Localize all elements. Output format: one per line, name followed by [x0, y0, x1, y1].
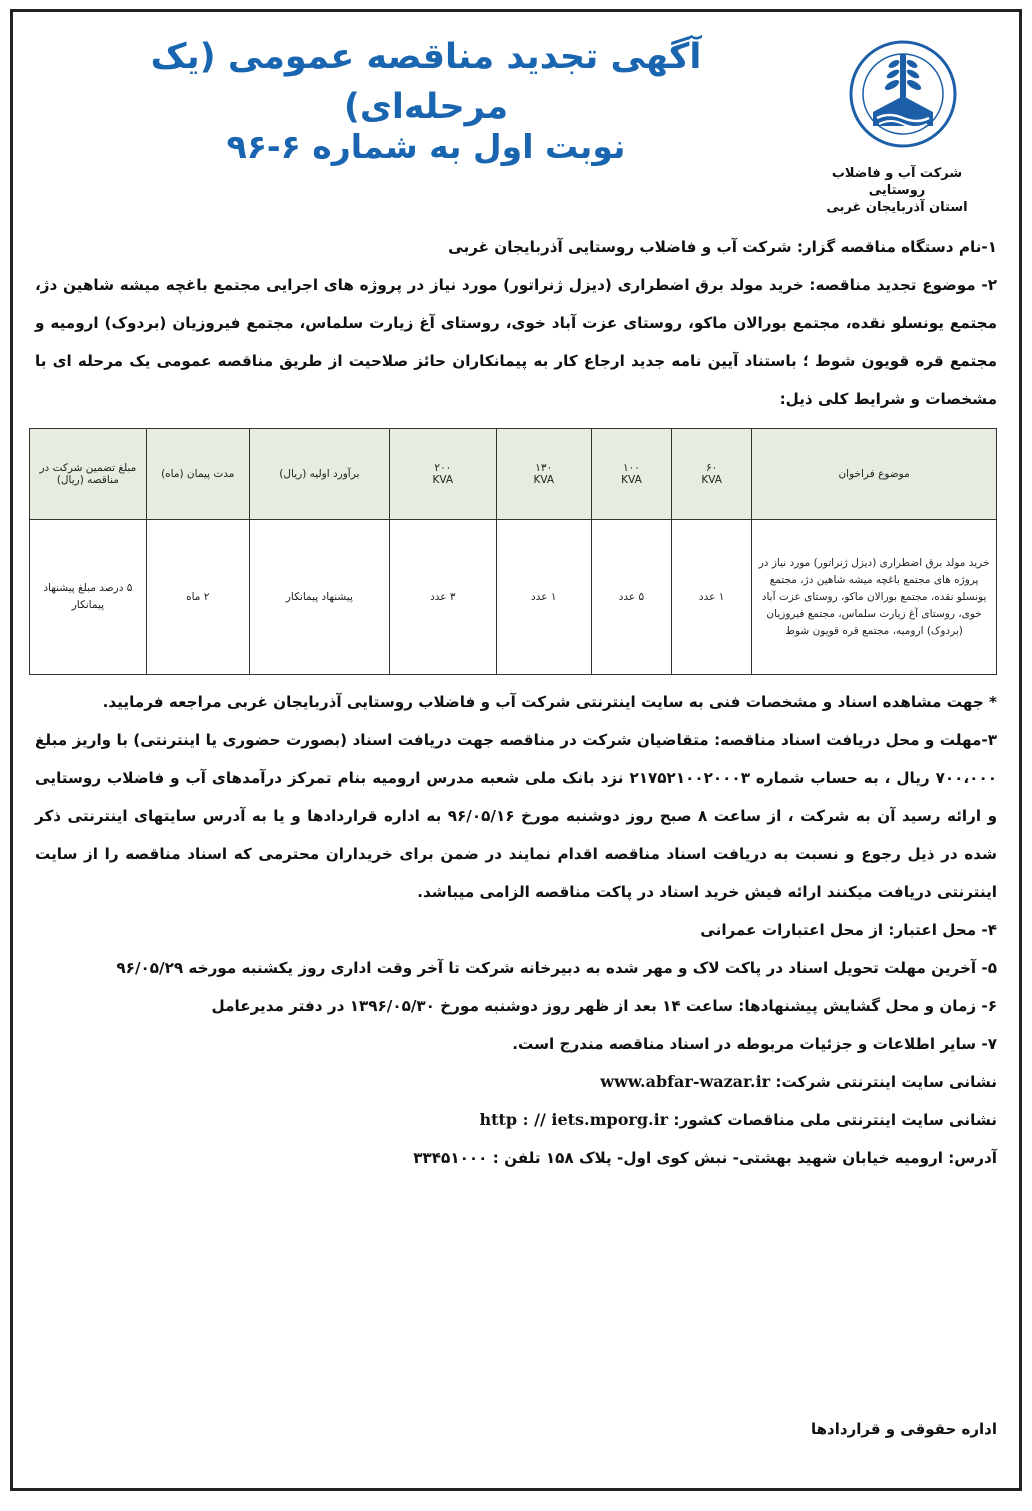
section-3: ۳-مهلت و محل دریافت اسناد مناقصه: متقاضیان شرکت در مناقصه جهت دریافت اسناد (بصورت حضوری یا اینترنتی) با واریز مبلغ ۷۰۰،۰۰۰ ریال ، به حساب شماره ۲۱۷۵۲۱۰۰۲۰۰۰۳ نزد بانک ملی شعبه مدرس ارومیه بنام تمرکز درآمدهای آب و فاضلاب روستایی و ارائه رسید آن به شرکت ، از ساعت ۸ صبح روز دوشنبه مورخ ۹۶/۰۵/۱۶ به اداره قراردادها و یا به آدرس سایتهای اینترنتی ذکر شده در ذیل رجوع و نسبت به دریافت اسناد مناقصه اقدام نمایند در ضمن برای خریداران محترمی که اسناد مناقصه را از سایت اینترنتی دریافت میکنند ارائه فیش خرید اسناد در پاکت مناقصه الزامی میباشد.	[35, 731, 998, 901]
website-note: * جهت مشاهده اسناد و مشخصات فنی به سایت اینترنتی شرکت آب و فاضلاب روستایی آذربایجان غربی مراجعه فرمایید.	[102, 693, 997, 711]
section-5: ۵- آخرین مهلت تحویل اسناد در پاکت لاک و مهر شده به دبیرخانه شرکت تا آخر وقت اداری روز یکشنبه مورخه ۹۶/۰۵/۲۹	[116, 959, 997, 977]
company-website-link[interactable]: www.abfar-wazar.ir	[600, 1072, 771, 1091]
signature: اداره حقوقی و قراردادها	[811, 1420, 997, 1438]
notice-title: آگهی تجدید مناقصه عمومی (یک مرحله‌ای)	[150, 37, 702, 127]
header	[13, 12, 1019, 215]
organization-name	[807, 165, 987, 216]
td-guarantee: ۵ درصد مبلغ پیشنهاد پیمانکار	[30, 520, 147, 675]
kva100-number: ۱۰۰	[623, 462, 640, 474]
th-kva100	[591, 429, 671, 520]
th-subject: موضوع فراخوان	[752, 429, 997, 520]
national-website-line	[35, 1101, 997, 1139]
org-name-line2: استان آذربایجان غربی	[826, 200, 968, 215]
national-website-label: نشانی سایت اینترنتی ملی مناقصات کشور:	[673, 1111, 997, 1129]
notice-body	[35, 228, 997, 1177]
td-kva100: ۵ عدد	[591, 520, 671, 675]
tender-table	[29, 428, 997, 675]
kva130-number: ۱۳۰	[535, 462, 553, 474]
td-subject: خرید مولد برق اضطراری (دیزل ژنراتور) مورد نیاز در پروژه های مجتمع باغچه میشه شاهین دژ، مجتمع یونسلو نقده، مجتمع بورالان ماکو، روستای عزت آباد خوی، روستای آغ زیارت سلماس، مجتمع فیروزیان (بردوک) ارومیه، مجتمع قره قویون شوط	[752, 520, 997, 675]
td-kva130: ۱ عدد	[496, 520, 591, 675]
td-duration: ۲ ماه	[146, 520, 249, 675]
address-line: آدرس: ارومیه خیابان شهید بهشتی- نبش کوی اول- پلاک ۱۵۸ تلفن : ۳۳۴۵۱۰۰۰	[413, 1149, 997, 1167]
th-kva200	[390, 429, 497, 520]
th-estimate: برآورد اولیه (ریال)	[249, 429, 389, 520]
td-kva60: ۱ عدد	[672, 520, 752, 675]
kva200-number: ۲۰۰	[434, 462, 452, 474]
th-kva130	[496, 429, 591, 520]
kva60-unit: KVA	[701, 474, 722, 486]
national-website-link[interactable]: http : // iets.mporg.ir	[479, 1110, 669, 1129]
td-estimate: پیشنهاد پیمانکار	[249, 520, 389, 675]
table-row	[30, 520, 997, 675]
company-website-label: نشانی سایت اینترنتی شرکت:	[775, 1073, 997, 1091]
th-kva60	[672, 429, 752, 520]
org-name-line1: شرکت آب و فاضلاب روستایی	[831, 166, 963, 198]
th-guarantee: مبلغ تضمین شرکت در مناقصه (ریال)	[30, 429, 147, 520]
section-1: ۱-نام دستگاه مناقصه گزار: شرکت آب و فاضلاب روستایی آذربایجان غربی	[448, 238, 997, 256]
kva60-number: ۶۰	[705, 462, 718, 474]
section-6: ۶- زمان و محل گشایش پیشنهادها: ساعت ۱۴ بعد از ظهر روز دوشنبه مورخ ۱۳۹۶/۰۵/۳۰ در دفتر مدیرعامل	[211, 997, 997, 1015]
water-wheat-logo-icon	[849, 40, 957, 148]
section-2: ۲- موضوع تجدید مناقصه: خرید مولد برق اضطراری (دیزل ژنراتور) مورد نیاز در پروژه های اجرایی مجتمع باغچه میشه شاهین دژ، مجتمع یونسلو نقده، مجتمع بورالان ماکو، روستای عزت آباد خوی، روستای آغ زیارت سلماس، مجتمع فیروزیان (بردوک) ارومیه و مجتمع قره قویون شوط ؛ باستناد آیین نامه جدید ارجاع کار به پیمانکاران حائز صلاحیت از طریق مناقصه عمومی یک مرحله ای با مشخصات و شرایط کلی ذیل:	[35, 276, 997, 408]
tender-notice-page	[10, 9, 1022, 1491]
notice-subtitle: نوبت اول به شماره ۶-۹۶	[226, 127, 626, 166]
kva130-unit: KVA	[533, 474, 555, 486]
td-kva200: ۳ عدد	[390, 520, 497, 675]
th-duration: مدت پیمان (ماه)	[146, 429, 249, 520]
section-7: ۷- سایر اطلاعات و جزئیات مربوطه در اسناد مناقصه مندرج است.	[512, 1035, 997, 1053]
company-website-line	[35, 1063, 997, 1101]
section-4: ۴- محل اعتبار: از محل اعتبارات عمرانی	[700, 921, 997, 939]
kva200-unit: KVA	[432, 474, 454, 486]
kva100-unit: KVA	[621, 474, 642, 486]
table-header-row	[30, 429, 997, 520]
